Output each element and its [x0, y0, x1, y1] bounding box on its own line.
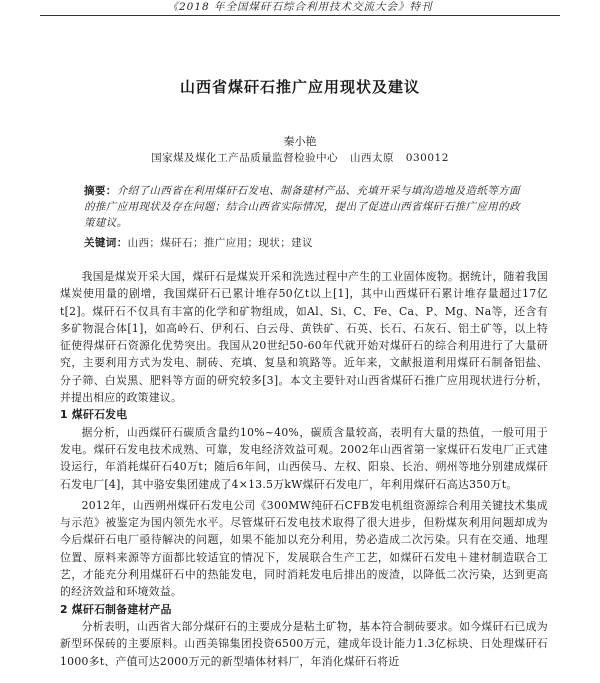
affiliation-postcode: 030012 [405, 152, 449, 164]
affiliation [0, 150, 600, 165]
author: 秦小艳 [283, 135, 317, 148]
affiliation-org: 国家煤及煤化工产品质量监督检验中心 [151, 152, 339, 164]
body-text [60, 268, 548, 670]
paragraph-intro: 我国是煤炭开采大国，煤矸石是煤炭开采和洗选过程中产生的工业固体废物。据统计，随着我国煤炭使用量的剧增，我国煤矸石已累计堆存50亿t以上[1]，其中山西煤矸石累计堆存量超过17亿t[2]。煤矸石不仅具有丰富的化学和矿物组成，如Al、Si、C、Fe、Ca、P、Mg、Na等，还含有多矿物混合体[1]，如高岭石、伊利石、白云母、黄铁矿、石英、长石、石灰石、铝土矿等，以上特征使得煤矸石资源化优势突出。我国从20世纪50-60年代就开始对煤矸石的综合利用进行了大量研究，主要利用方式为发电、制砖、充填、复垦和筑路等。近年来，文献报道利用煤矸石制备铝盐、分子筛、白炭黑、肥料等方面的研究较多[3]。本文主要针对山西省煤矸石推广应用现状进行分析，并提出相应的政策建议。 [60, 270, 548, 405]
running-header: 《2018 年全国煤矸石综合利用技术交流大会》特刊 [167, 1, 433, 13]
abstract-text: 介绍了山西省在利用煤矸石发电、制备建材产品、充填开采与填沟造地及造纸等方面的推广应用现状及存在问题；结合山西省实际情况，提出了促进山西省煤矸石推广应用的政策建议。 [84, 185, 521, 229]
section-heading-1: 1 煤矸石发电 [60, 408, 128, 422]
header-rule [40, 15, 560, 16]
abstract-label: 摘要： [84, 185, 117, 197]
keywords-text: 山西；煤矸石；推广应用；现状；建议 [127, 237, 313, 249]
paragraph-building-materials: 分析表明，山西省大部分煤矸石的主要成分是粘土矿物，基本符合制砖要求。如今煤矸石已成为新型环保砖的主要原料。山西美锦集团投资6500万元，建成年设计能力1.3亿标块、日处理煤矸石1000多t、产值可达2000万元的新型墙体材料厂，年消化煤矸石将近 [60, 619, 548, 668]
affiliation-city: 山西太原 [349, 152, 394, 164]
paragraph-power-2: 2012年，山西朔州煤矸石发电公司《300MW纯矸石CFB发电机组资源综合利用关键技术集成与示范》被鉴定为国内领先水平。尽管煤矸石发电技术取得了很大进步，但粉煤灰利用问题却成为今后煤矸石电厂亟待解决的问题，如果不能加以充分利用，势必造成二次污染。只有在交通、地理位置、原料来源等方面都比较适宜的情况下，发展联合生产工艺，如煤矸石发电＋建材制造联合工艺，才能充分利用煤矸石中的热能发电，同时消耗发电后排出的废渣，以降低二次污染，达到更高的经济效益和环境效益。 [60, 498, 548, 599]
keywords-label: 关键词： [84, 237, 128, 249]
abstract [84, 183, 520, 231]
section-heading-2: 2 煤矸石制备建材产品 [60, 602, 172, 616]
paragraph-power-1: 据分析，山西煤矸石碳质含量约10%~40%，碳质含量较高，表明有大量的热值，一般可用于发电。煤矸石发电技术成熟、可靠，发电经济效益可观。2002年山西省第一家煤矸石发电厂正式建设运行，年消耗煤矸石40万t；随后6年间，山西侯马、左权、阳泉、长治、朔州等地分别建成煤矸石发电厂[4]，其中骆安集团建成了4×13.5万kW煤矸石发电厂，年利用煤矸石高达350万t。 [60, 425, 548, 491]
paper-title: 山西省煤矸石推广应用现状及建议 [179, 78, 420, 96]
keywords [84, 235, 520, 250]
